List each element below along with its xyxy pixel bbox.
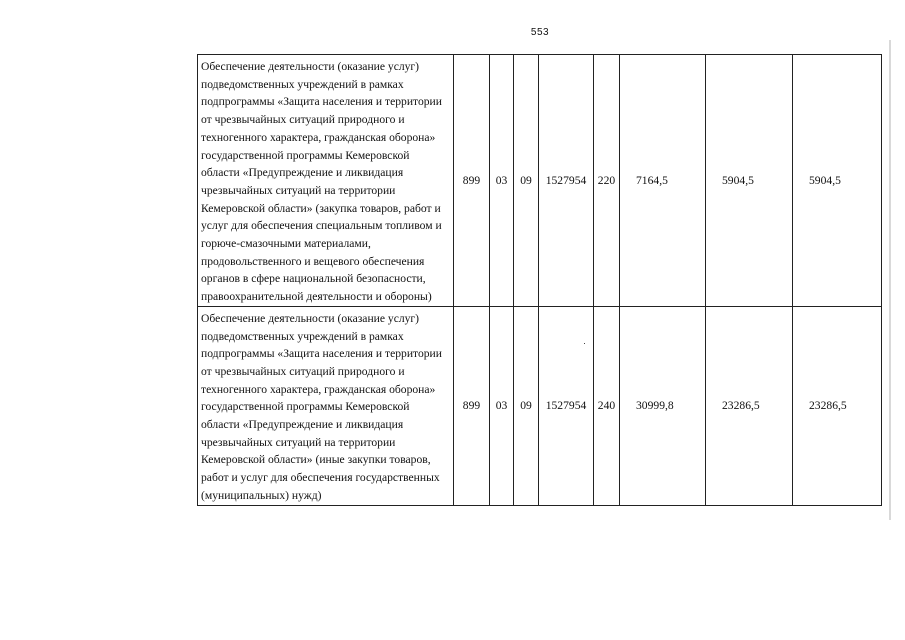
ministry-code: 899	[454, 55, 490, 307]
section-code: 03	[490, 306, 514, 505]
target-article-code: 1527954	[539, 306, 594, 505]
amount-year-2: 5904,5	[706, 55, 793, 307]
row-description: Обеспечение деятельности (оказание услуг) подведомственных учреждений в рамках подпрограммы «Защита населения и территории от чрезвычайных ситуаций природного и техногенного характера, гражданская оборона» государственной программы Кемеровской области «Предупреждение и ликвидация чрезвычайных ситуаций на территории Кемеровской области» (иные закупки товаров, работ и услуг для обеспечения государственных (муниципальных) нужд)	[198, 306, 454, 505]
amount-year-1: 30999,8	[620, 306, 706, 505]
amount-year-2: 23286,5	[706, 306, 793, 505]
row-description: Обеспечение деятельности (оказание услуг) подведомственных учреждений в рамках подпрограммы «Защита населения и территории от чрезвычайных ситуаций природного и техногенного характера, гражданская оборона» государственной программы Кемеровской области «Предупреждение и ликвидация чрезвычайных ситуаций на территории Кемеровской области» (закупка товаров, работ и услуг для обеспечения специальным топливом и горюче-смазочными материалами, продовольственного и вещевого обеспечения органов в сфере национальной безопасности, правоохранительной деятельности и обороны)	[198, 55, 454, 307]
table-row	[198, 55, 882, 307]
scan-edge-line	[889, 40, 891, 520]
amount-year-1: 7164,5	[620, 55, 706, 307]
table-row	[198, 306, 882, 505]
amount-year-3: 5904,5	[793, 55, 882, 307]
subsection-code: 09	[514, 55, 539, 307]
expense-type-code: 240	[594, 306, 620, 505]
ministry-code: 899	[454, 306, 490, 505]
target-article-code: 1527954	[539, 55, 594, 307]
page-number: 553	[530, 27, 550, 38]
amount-year-3: 23286,5	[793, 306, 882, 505]
expense-type-code: 220	[594, 55, 620, 307]
budget-table	[197, 54, 882, 506]
subsection-code: 09	[514, 306, 539, 505]
section-code: 03	[490, 55, 514, 307]
